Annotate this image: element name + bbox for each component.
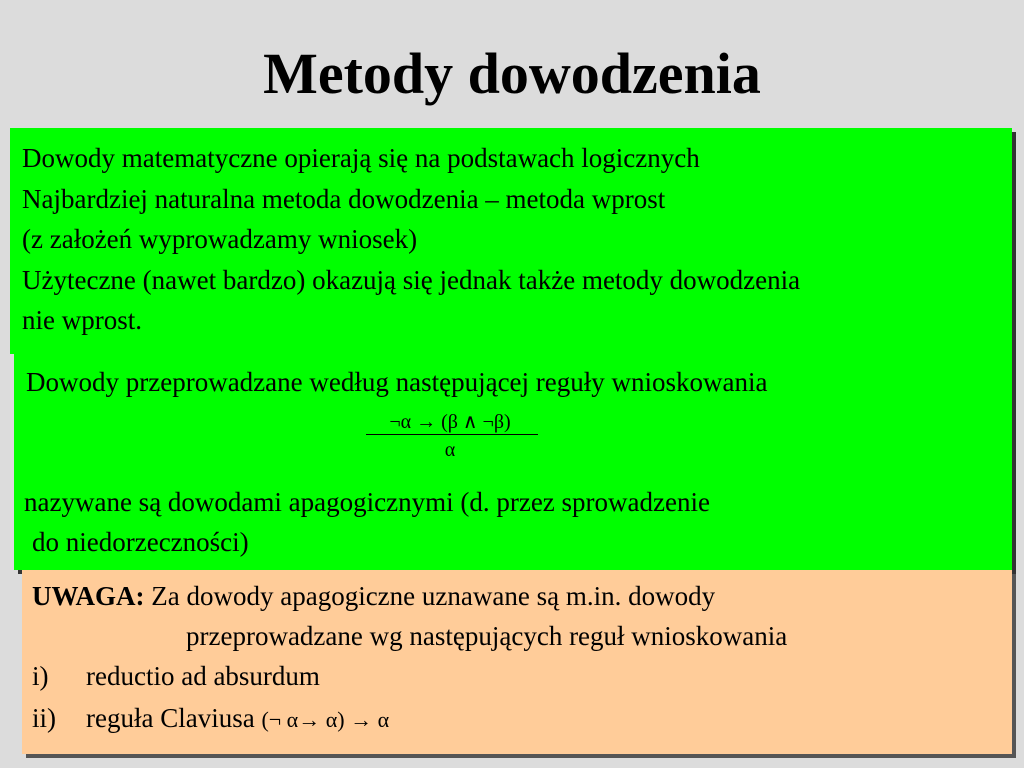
intro-line-2: Najbardziej naturalna metoda dowodzenia – metoda wprost — [22, 183, 666, 214]
list-item-2-text: reguła Claviusa — [86, 703, 255, 733]
list-item-2 — [86, 698, 389, 740]
rule-description-line-2: do niedorzeczności) — [32, 527, 249, 557]
list-marker-2: ii) — [32, 703, 56, 733]
slide-title: Metody dowodzenia — [263, 41, 761, 106]
rule-conclusion: α — [444, 439, 456, 461]
note-line-1: Za dowody apagogiczne uznawane są m.in. dowody — [151, 581, 716, 611]
note-first-line — [32, 576, 715, 616]
intro-box — [10, 128, 1012, 354]
note-label: UWAGA: — [32, 581, 145, 611]
intro-line-5: nie wprost. — [22, 305, 142, 335]
rule-intro-text: Dowody przeprowadzane według następującej reguły wnioskowania — [26, 367, 768, 397]
list-item-1: reductio ad absurdum — [86, 661, 320, 691]
note-box — [22, 570, 1012, 754]
apagogic-rule-box — [14, 354, 1012, 570]
list-marker-1: i) — [32, 661, 49, 691]
rule-premise: ¬α → (β ∧ ¬β) — [389, 411, 511, 433]
note-line-2: przeprowadzane wg następujących reguł wnioskowania — [186, 621, 788, 651]
inference-rule-line — [366, 434, 538, 435]
intro-line-1: Dowody matematyczne opierają się na podstawach logicznych — [22, 143, 700, 173]
clavius-formula: (¬ α→ α) → α — [261, 707, 390, 732]
intro-line-3: (z założeń wyprowadzamy wniosek) — [22, 224, 418, 254]
intro-line-4: Użyteczne (nawet bardzo) okazują się jednak także metody dowodzenia — [22, 264, 801, 295]
rule-description-line-1: nazywane są dowodami apagogicznymi (d. przez sprowadzenie — [24, 487, 710, 517]
